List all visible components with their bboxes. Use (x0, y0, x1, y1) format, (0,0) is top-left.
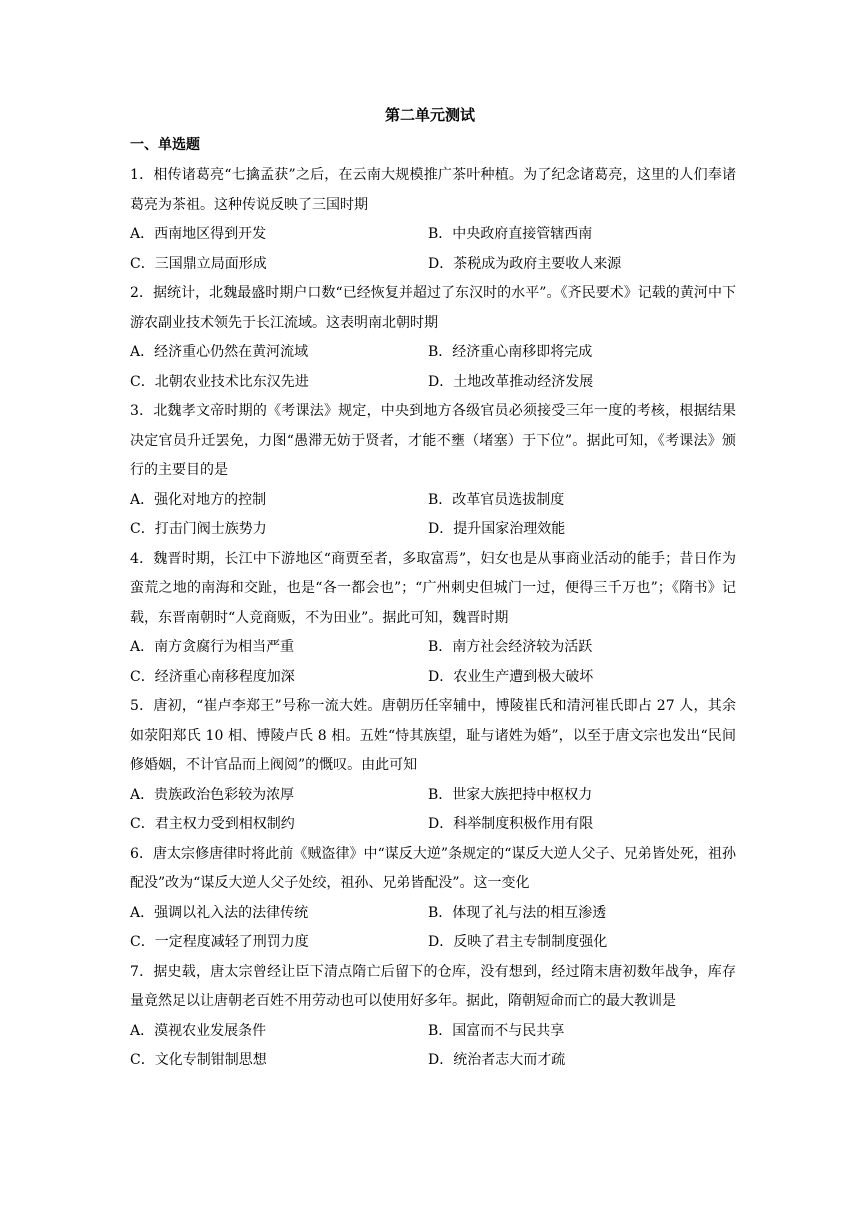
option-c: C．经济重心南移程度加深 (130, 668, 295, 685)
option-b: B．经济重心南移即将完成 (428, 344, 593, 360)
option-d: D．反映了君主专制制度强化 (428, 934, 608, 950)
question-list (130, 161, 736, 1076)
option-group (130, 1017, 736, 1076)
option-b: B．世家大族把持中枢权力 (428, 786, 593, 803)
option-group (130, 781, 736, 840)
option-a: A．强化对地方的控制 (130, 491, 267, 508)
option-c: C．打击门阀士族势力 (130, 521, 267, 537)
question-1 (130, 161, 736, 279)
question-stem: 6．唐太宗修唐律时将此前《贼盗律》中“谋反大逆”条规定的“谋反大逆人父子、兄弟皆处死，祖孙配没”改为“谋反大逆人父子处绞，祖孙、兄弟皆配没”。这一变化 (130, 845, 736, 891)
question-5 (130, 692, 736, 840)
section-heading: 一、单选题 (130, 137, 200, 153)
question-stem: 1．相传诸葛亮“七擒孟获”之后，在云南大规模推广茶叶种植。为了纪念诸葛亮，这里的人们奉诸葛亮为茶祖。这种传说反映了三国时期 (130, 167, 736, 213)
option-a: A．贵族政治色彩较为浓厚 (130, 786, 295, 803)
option-b: B．国富而不与民共享 (428, 1022, 565, 1039)
option-d: D．科举制度积极作用有限 (428, 816, 594, 832)
option-a: A．强调以礼入法的法律传统 (130, 904, 309, 921)
option-a: A．漠视农业发展条件 (130, 1022, 267, 1039)
question-stem: 3．北魏孝文帝时期的《考课法》规定，中央到地方各级官员必须接受三年一度的考核，根据结果决定官员升迁罢免，力图“愚滞无妨于贤者，才能不壅（堵塞）于下位”。据此可知，《考课法》颁行的主要目的是 (130, 403, 736, 478)
option-c: C．一定程度减轻了刑罚力度 (130, 934, 309, 950)
option-d: D．土地改革推动经济发展 (428, 373, 594, 390)
question-4 (130, 545, 736, 693)
option-c: C．三国鼎立局面形成 (130, 255, 267, 272)
question-7 (130, 958, 736, 1076)
question-stem: 2．据统计，北魏最盛时期户口数“已经恢复并超过了东汉时的水平”。《齐民要术》记载的黄河中下游农副业技术领先于长江流域。这表明南北朝时期 (130, 285, 736, 331)
option-b: B．南方社会经济较为活跃 (428, 639, 593, 655)
option-a: A．南方贪腐行为相当严重 (130, 639, 295, 655)
option-a: A．经济重心仍然在黄河流域 (130, 344, 309, 360)
option-c: C．君主权力受到相权制约 (130, 816, 295, 832)
option-c: C．文化专制钳制思想 (130, 1052, 267, 1068)
option-group (130, 899, 736, 958)
option-group (130, 486, 736, 545)
option-b: B．体现了礼与法的相互渗透 (428, 904, 607, 921)
option-group (130, 220, 736, 279)
option-group (130, 633, 736, 692)
option-d: D．茶税成为政府主要收人来源 (428, 255, 622, 272)
option-b: B．中央政府直接管辖西南 (428, 226, 593, 242)
option-d: D．统治者志大而才疏 (428, 1052, 566, 1068)
question-stem: 7．据史载，唐太宗曾经让臣下清点隋亡后留下的仓库，没有想到，经过隋末唐初数年战争，库存量竟然足以让唐朝老百姓不用劳动也可以使用好多年。据此，隋朝短命而亡的最大教训是 (130, 963, 736, 1009)
option-c: C．北朝农业技术比东汉先进 (130, 373, 309, 390)
question-stem: 4．魏晋时期，长江中下游地区“商贾至者，多取富焉”，妇女也是从事商业活动的能手；昔日作为蛮荒之地的南海和交趾，也是“各一都会也”；“广州刺史但城门一过，便得三千万也”；《隋书》记载，东晋南朝时“人竞商贩，不为田业”。据此可知，魏晋时期 (130, 550, 736, 626)
option-d: D．提升国家治理效能 (428, 521, 566, 537)
option-d: D．农业生产遭到极大破坏 (428, 668, 594, 685)
page-title: 第二单元测试 (384, 106, 475, 124)
question-3 (130, 397, 736, 545)
question-6 (130, 840, 736, 958)
option-b: B．改革官员选拔制度 (428, 491, 565, 508)
option-a: A．西南地区得到开发 (130, 226, 267, 242)
option-group (130, 338, 736, 397)
question-2 (130, 279, 736, 397)
question-stem: 5．唐初，“崔卢李郑王”号称一流大姓。唐朝历任宰辅中，博陵崔氏和清河崔氏即占 27 人，其余如荥阳郑氏 10 相、博陵卢氏 8 相。五姓“恃其族望，耻与诸姓为婚”，以至于唐文宗也发出“民间修婚姻，不计官品而上阀阅”的慨叹。由此可知 (130, 698, 736, 773)
